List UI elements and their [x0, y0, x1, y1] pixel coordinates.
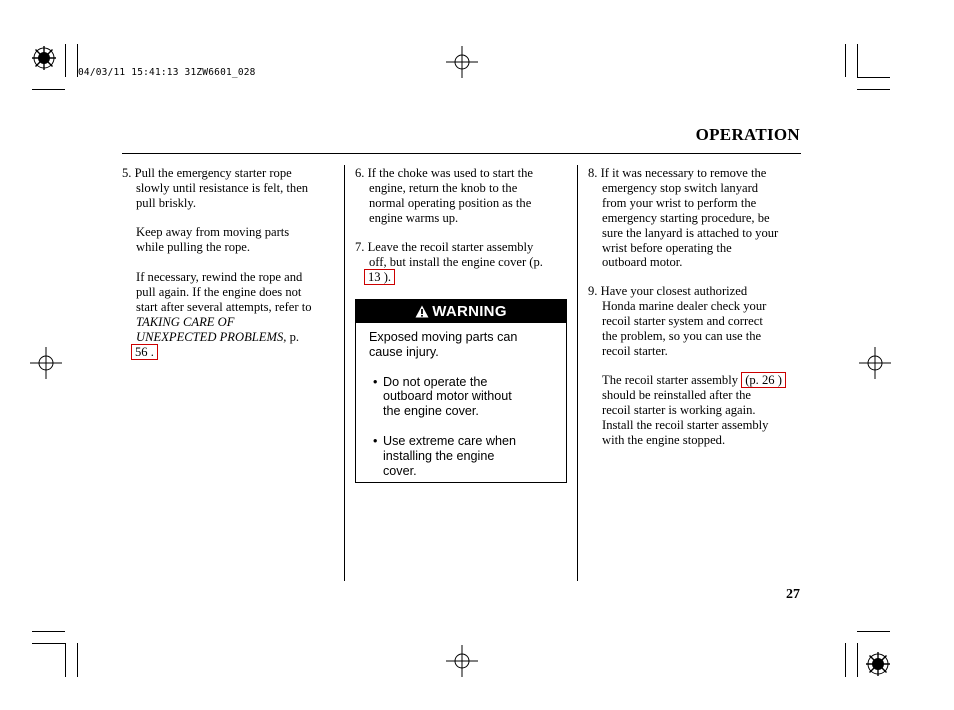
step-9: 9. Have your closest authorized Honda marine dealer check your recoil starter system and correct the problem, so you can use the recoil starter. — [588, 284, 767, 358]
crosshair-icon — [859, 347, 891, 379]
crosshair-icon — [446, 645, 478, 677]
registration-target-icon — [30, 44, 58, 72]
warning-label: WARNING — [432, 303, 507, 320]
print-stamp: 04/03/11 15:41:13 31ZW6601_028 — [78, 67, 256, 78]
warning-header — [356, 300, 566, 323]
step-6: 6. If the choke was used to start the engine, return the knob to the normal operating position as the engine warms up. — [355, 166, 534, 225]
step-8: 8. If it was necessary to remove the emergency stop switch lanyard from your wrist to perform the emergency starting procedure, be sure the lanyard is attached to your wrist before operating the outboard motor. — [588, 166, 779, 270]
page-number: 27 — [786, 587, 800, 602]
warning-body: Exposed moving parts can cause injury. • Do not operate the outboard motor without the engine cover. • Use extreme care when installing the engine cover. — [356, 323, 566, 478]
page-ref-link[interactable]: (p. 26 ) — [741, 372, 786, 388]
keep-away-note: Keep away from moving parts while pulling the rope. — [136, 225, 290, 254]
column-divider — [344, 165, 345, 581]
warning-bullet: • Use extreme care when installing the engine cover. — [373, 433, 516, 478]
crosshair-icon — [446, 46, 478, 78]
recoil-note: The recoil starter assembly (p. 26 ) should be reinstalled after the recoil starter is working again. Install the recoil starter assembly with the engine stopped. — [602, 373, 786, 448]
registration-target-icon — [864, 650, 892, 678]
crosshair-icon — [30, 347, 62, 379]
warning-triangle-icon — [415, 305, 429, 318]
section-title: OPERATION — [695, 125, 800, 144]
header-rule — [122, 153, 801, 154]
column-divider — [577, 165, 578, 581]
step-5: 5. Pull the emergency starter rope slowly until resistance is felt, then pull briskly. — [122, 166, 309, 210]
step-7: 7. Leave the recoil starter assembly off, but install the engine cover (p. 13 ). — [355, 240, 543, 284]
page-ref-link[interactable]: 56 . — [131, 344, 158, 360]
warning-box — [355, 299, 567, 483]
rewind-note: If necessary, rewind the rope and pull again. If the engine does not start after several attempts, refer to TAKING CARE OF UNEXPECTED PROBLEMS, p. 56 . — [136, 270, 312, 359]
page-ref-link[interactable]: 13 ). — [364, 269, 395, 285]
warning-bullet: • Do not operate the outboard motor without the engine cover. — [373, 374, 512, 419]
